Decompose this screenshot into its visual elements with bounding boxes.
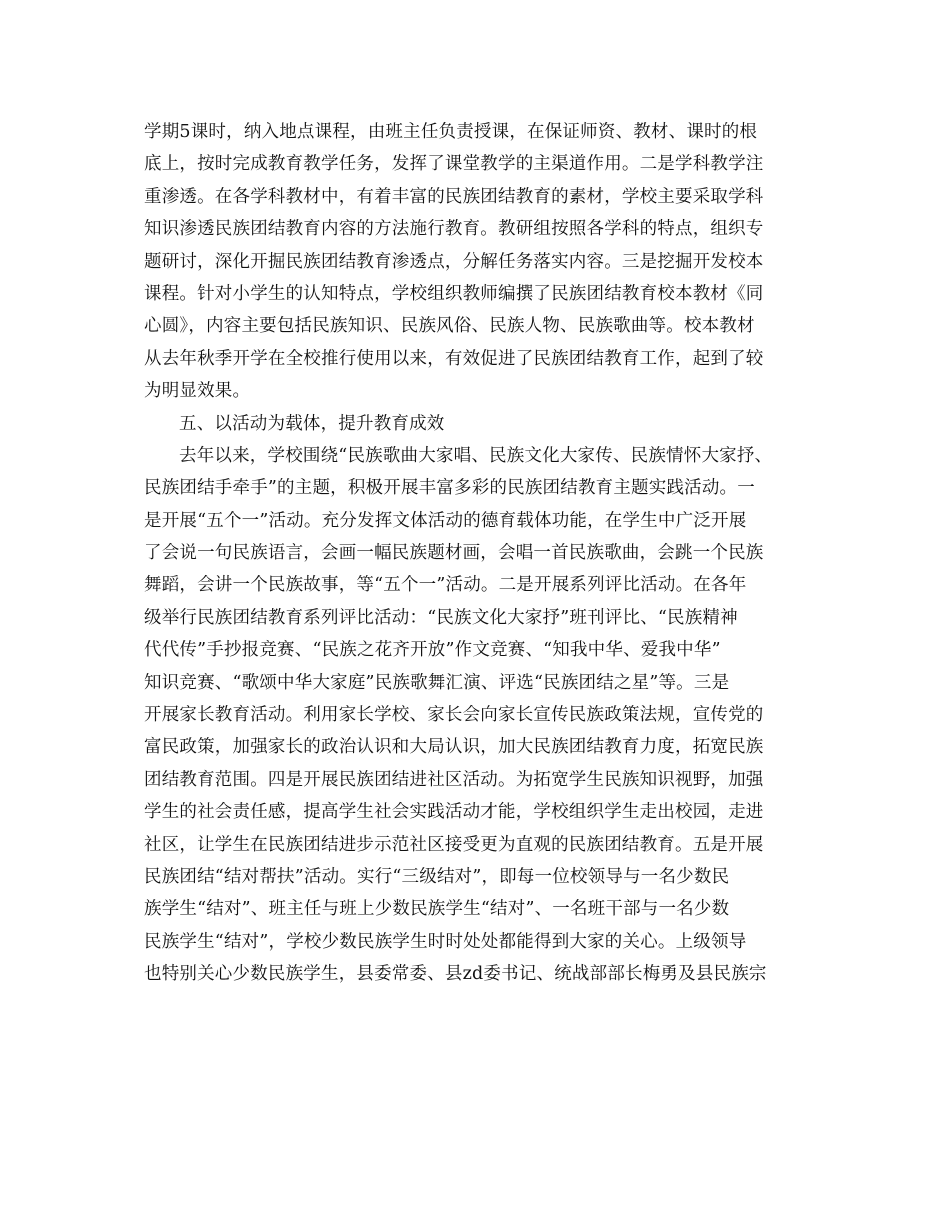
text-line: 知识竞赛、“歌颂中华大家庭”民族歌舞汇演、评选“民族团结之星”等。三是 xyxy=(144,672,730,693)
text-line: 是开展“五个一”活动。充分发挥文体活动的德育载体功能，在学生中广泛开展 xyxy=(144,510,747,531)
text-line: 为明显效果。 xyxy=(144,381,251,402)
text-line: 五、以活动为载体，提升教育成效 xyxy=(179,413,445,434)
text-line: 族学生“结对”、班主任与班上少数民族学生“结对”、一名班干部与一名少数 xyxy=(144,899,730,920)
text-line: 也特别关心少数民族学生，县委常委、县zd委书记、统战部部长梅勇及县民族宗 xyxy=(144,964,767,985)
text-line: 了会说一句民族语言，会画一幅民族题材画，会唱一首民族歌曲，会跳一个民族 xyxy=(144,543,764,564)
text-line: 民族学生“结对”，学校少数民族学生时时处处都能得到大家的关心。上级领导 xyxy=(144,931,747,952)
text-line: 民族团结手牵手”的主题，积极开展丰富多彩的民族团结教育主题实践活动。一 xyxy=(144,478,755,499)
text-line: 心圆》，内容主要包括民族知识、民族风俗、民族人物、民族歌曲等。校本教材 xyxy=(144,316,755,337)
text-line: 学期5课时，纳入地点课程，由班主任负责授课，在保证师资、教材、课时的根 xyxy=(144,122,758,142)
text-line: 开展家长教育活动。利用家长学校、家长会向家长宣传民族政策法规，宣传党的 xyxy=(144,705,764,726)
text-line: 去年以来，学校围绕“民族歌曲大家唱、民族文化大家传、民族情怀大家抒、 xyxy=(179,445,773,466)
text-line: 学生的社会责任感，提高学生社会实践活动才能，学校组织学生走出校园，走进 xyxy=(144,802,764,823)
text-line: 底上，按时完成教育教学任务，发挥了课堂教学的主渠道作用。二是学科教学注 xyxy=(144,154,764,175)
text-line: 富民政策，加强家长的政治认识和大局认识，加大民族团结教育力度，拓宽民族 xyxy=(144,737,764,758)
text-line: 题研讨，深化开掘民族团结教育渗透点，分解任务落实内容。三是挖掘开发校本 xyxy=(144,251,764,272)
text-line: 从去年秋季开学在全校推行使用以来，有效促进了民族团结教育工作，起到了较 xyxy=(144,348,764,369)
text-line: 重渗透。在各学科教材中，有着丰富的民族团结教育的素材，学校主要采取学科 xyxy=(144,186,764,207)
text-line: 课程。针对小学生的认知特点，学校组织教师编撰了民族团结教育校本教材《同 xyxy=(144,283,764,304)
text-line: 舞蹈，会讲一个民族故事，等“五个一”活动。二是开展系列评比活动。在各年 xyxy=(144,575,747,596)
text-line: 民族团结“结对帮扶”活动。实行“三级结对”，即每一位校领导与一名少数民 xyxy=(144,866,730,887)
text-line: 代代传”手抄报竞赛、“民族之花齐开放”作文竞赛、“知我中华、爱我中华” xyxy=(144,640,721,661)
document-body xyxy=(144,116,804,991)
text-line: 团结教育范围。四是开展民族团结进社区活动。为拓宽学生民族知识视野，加强 xyxy=(144,769,764,790)
text-line: 社区，让学生在民族团结进步示范社区接受更为直观的民族团结教育。五是开展 xyxy=(144,834,764,855)
text-line: 知识渗透民族团结教育内容的方法施行教育。教研组按照各学科的特点，组织专 xyxy=(144,219,764,240)
text-line: 级举行民族团结教育系列评比活动：“民族文化大家抒”班刊评比、“民族精神 xyxy=(144,607,738,628)
